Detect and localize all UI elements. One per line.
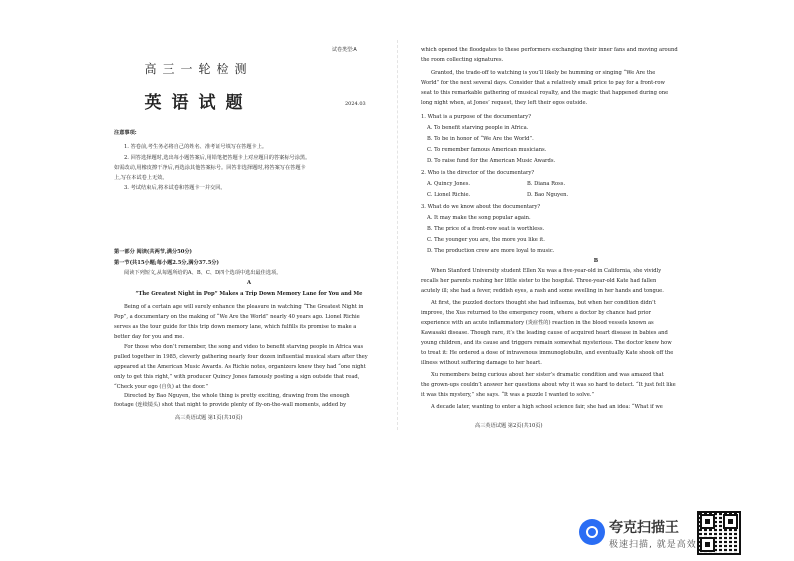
paragraph-line: “Check your ego (自负) at the door.” xyxy=(114,384,209,390)
paragraph-line: pulled together in 1985, cleverly gathering nearly four dozen influential musical stars after they xyxy=(114,354,368,360)
scanner-slogan: 极速扫描, 就是高效 xyxy=(609,540,697,550)
notes-heading: 注意事项: xyxy=(114,130,137,136)
question-option: A. To benefit starving people in Africa. xyxy=(427,125,529,131)
paragraph-line: the room collecting signatures. xyxy=(421,57,504,63)
passage-title: “The Greatest Night in Pop” Makes a Trip Down Memory Lane for You and Me xyxy=(135,291,363,297)
question-option: C. To remember famous American musicians. xyxy=(427,147,547,153)
paragraph-line: Kawasaki disease. Though rare, it’s the leading cause of acquired heart disease in babies and xyxy=(421,330,668,336)
paragraph-line: young children, and its cause and triggers remain somewhat mysterious. The doctor knew how xyxy=(421,340,672,346)
question-option: A. Quincy Jones. xyxy=(427,181,471,187)
note-line: 3. 考试结束后,将本试卷和答题卡一并交回。 xyxy=(124,185,226,191)
paragraph-line: long night when, at Jones’ request, they left their egos outside. xyxy=(421,100,588,106)
paragraph-line: Xu remembers being curious about her sister’s dramatic condition and was amazed that xyxy=(431,372,664,378)
paragraph-line: At first, the puzzled doctors thought she had influenza, but when her condition didn’t xyxy=(431,300,656,306)
paragraph-line: acutely ill; she had a fever, reddish eyes, a rash and some swelling in her hands and tongue. xyxy=(421,288,664,294)
paragraph-line: the grown-ups couldn’t answer her questions about why it was so hard to detect. “It just felt like xyxy=(421,382,676,388)
passage-label: B xyxy=(593,258,599,264)
paragraph-line: Pop”, a documentary on the making of “We Are the World” nearly 40 years ago. Lionel Richie xyxy=(114,314,360,320)
question-option: D. Bao Nguyen. xyxy=(527,192,569,198)
question-stem: 1. What is a purpose of the documentary? xyxy=(421,114,532,120)
section-instruction: 阅读下列短文,从每题所给的A、B、C、D四个选项中选出最佳选项。 xyxy=(124,270,282,276)
paragraph-line: seat to this remarkable gathering of musical royalty, and the magic that happened during one xyxy=(421,90,669,96)
passage-label: A xyxy=(246,280,252,286)
scanner-brand: 夸克扫描王 xyxy=(609,520,679,536)
paragraph-line: illness without suffering damage to her heart. xyxy=(421,360,542,366)
paragraph-line: experience with an acute inflammatory (炎症性的) reaction in the blood vessels known as xyxy=(421,320,654,326)
question-option: C. The younger you are, the more you like it. xyxy=(427,237,545,243)
question-option: C. Lionel Richie. xyxy=(427,192,471,198)
exam-title: 高三一轮检测 xyxy=(144,62,253,76)
question-option: B. To be in honor of “We Are the World”. xyxy=(427,136,534,142)
paragraph-line: footage (连续镜头) shot that night to provide plenty of fly-on-the-wall moments, added by xyxy=(114,402,347,408)
paragraph-line: A decade later, wanting to enter a high school science fair, she had an idea: “What if we xyxy=(431,404,663,410)
question-option: D. To raise fund for the American Music Awards. xyxy=(427,158,556,164)
paragraph-line: which opened the floodgates to these performers exchanging their inner fans and moving around xyxy=(421,47,678,53)
paragraph-line: only to get this right,” with producer Quincy Jones famously posting a sign outside that read, xyxy=(114,374,360,380)
question-option: A. It may make the song popular again. xyxy=(427,215,531,221)
qr-code-icon xyxy=(697,511,741,555)
page-2 xyxy=(397,0,794,561)
paragraph-line: When Stanford University student Ellen Xu was a five-year-old in California, she vividly xyxy=(431,268,662,274)
paragraph-line: World” for the next several days. Consider that a relatively small price to pay for a front-row xyxy=(421,80,665,86)
paragraph-line: serves as the tour guide for this trip down memory lane, which fulfills its promise to make a xyxy=(114,324,357,330)
note-line: 1. 答卷前,考生务必将自己的姓名、准考证号填写在答题卡上。 xyxy=(124,144,268,150)
part-heading: 第一部分 阅读(共两节,满分50分) xyxy=(114,249,192,255)
question-stem: 2. Who is the director of the documentary? xyxy=(421,170,535,176)
paragraph-line: Directed by Bao Nguyen, the whole thing is pretty exciting, drawing from the enough xyxy=(124,393,350,399)
paragraph-line: to treat it: He ordered a dose of intravenous immunoglobulin, and eventually Kate shook off the xyxy=(421,350,674,356)
note-line: 如需改动,用橡皮擦干净后,再选涂其他答案标号。回答非选择题时,将答案写在答题卡 xyxy=(114,165,306,171)
paragraph-line: it was this mystery,” she says. “It was a puzzle I wanted to solve.” xyxy=(421,392,595,398)
question-option: D. The production crew are more loyal to music. xyxy=(427,248,555,254)
scanner-logo-icon xyxy=(579,519,605,545)
question-option: B. The price of a front-row seat is worthless. xyxy=(427,226,545,232)
paragraph-line: Granted, the trade-off to watching is you’ll likely be humming or singing “We Are the xyxy=(431,70,656,76)
note-line: 上,写在本试卷上无效。 xyxy=(114,175,168,181)
paragraph-line: recalls her parents rushing her little sister to the hospital. Three-year-old Kate had fallen xyxy=(421,278,657,284)
paragraph-line: Being of a certain age will surely enhance the pleasure in watching “The Greatest Night in xyxy=(124,304,364,310)
page-footer: 高三英语试题 第1页(共10页) xyxy=(175,415,243,421)
question-option: B. Diana Ross. xyxy=(527,181,566,187)
section-heading: 第一节(共15小题;每小题2.5分,满分37.5分) xyxy=(114,260,219,266)
note-line: 2. 回答选择题时,选出每小题答案后,用铅笔把答题卡上对应题目的答案标号涂黑。 xyxy=(124,155,311,161)
paragraph-line: appeared at the American Music Awards. As Richie notes, organizers knew they had “one night xyxy=(114,364,366,370)
exam-date: 2024.03 xyxy=(345,101,366,107)
paragraph-line: improve, the Xus returned to the emergency room, where a doctor by chance had prior xyxy=(421,310,651,316)
paragraph-line: better day for you and me. xyxy=(114,334,185,340)
page-footer: 高三英语试题 第2页(共10页) xyxy=(475,423,543,429)
paragraph-line: For those who don’t remember, the song and video to benefit starving people in Africa was xyxy=(124,344,364,350)
subject-title: 英语试题 xyxy=(144,93,253,113)
question-stem: 3. What do we know about the documentary? xyxy=(421,204,541,210)
paper-type-label: 试卷类型:A xyxy=(332,47,357,53)
